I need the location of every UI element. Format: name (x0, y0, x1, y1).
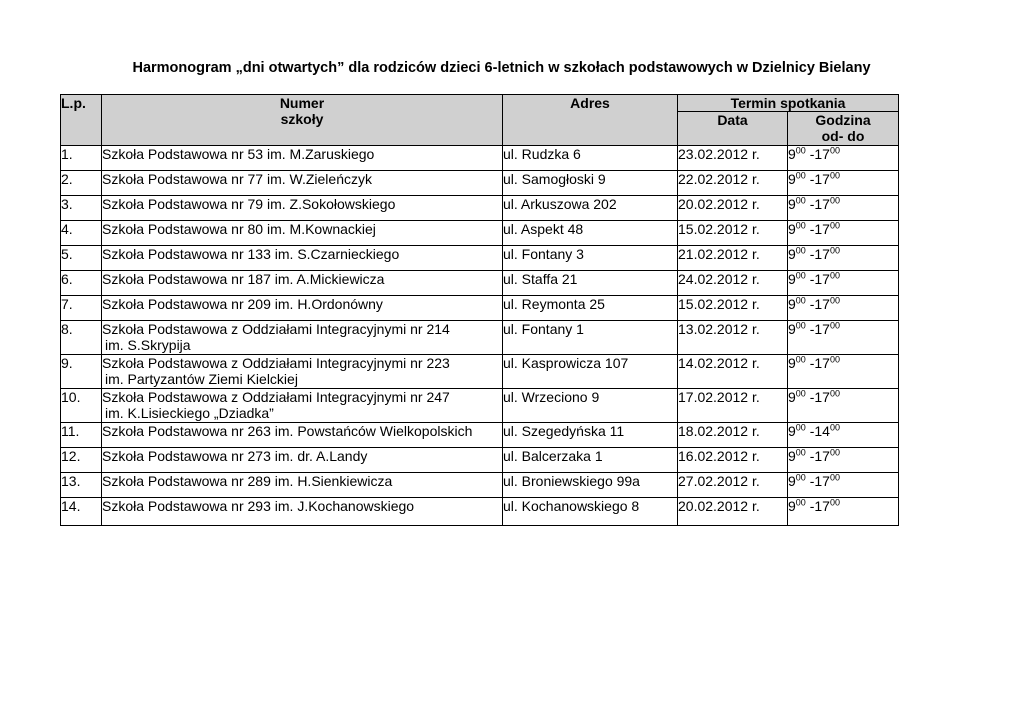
hour-to: -17 (809, 498, 830, 514)
hour-from: 9 (788, 389, 796, 405)
minute-from: 00 (795, 270, 806, 281)
minute-from: 00 (795, 422, 806, 433)
table-body (61, 146, 899, 526)
hour-from: 9 (788, 246, 796, 262)
table-row (61, 355, 899, 389)
header-address: Adres (503, 95, 678, 146)
school-name: Szkoła Podstawowa nr 187 im. A.Mickiewicza (102, 271, 385, 287)
table-row (61, 146, 899, 171)
cell-address: ul. Arkuszowa 202 (503, 196, 678, 221)
hour-to: -14 (809, 423, 830, 439)
hour-from: 9 (788, 296, 796, 312)
school-name: Szkoła Podstawowa nr 80 im. M.Kownackiej (102, 221, 376, 237)
cell-lp: 10. (61, 389, 102, 423)
minute-from: 00 (795, 145, 806, 156)
minute-from: 00 (795, 354, 806, 365)
hour-from: 9 (788, 146, 796, 162)
cell-address: ul. Fontany 3 (503, 246, 678, 271)
cell-school (102, 498, 503, 526)
minute-from: 00 (795, 295, 806, 306)
cell-lp: 7. (61, 296, 102, 321)
table-row (61, 221, 899, 246)
minute-from: 00 (795, 447, 806, 458)
cell-school (102, 448, 503, 473)
minute-to: 00 (829, 497, 840, 508)
cell-hours (788, 296, 899, 321)
school-name: Szkoła Podstawowa nr 77 im. W.Zieleńczyk (102, 171, 372, 187)
cell-lp: 3. (61, 196, 102, 221)
cell-date: 20.02.2012 r. (678, 498, 788, 526)
table-row (61, 196, 899, 221)
cell-date: 21.02.2012 r. (678, 246, 788, 271)
minute-to: 00 (829, 388, 840, 399)
table-header (61, 95, 899, 146)
minute-from: 00 (795, 472, 806, 483)
minute-to: 00 (829, 170, 840, 181)
school-name: Szkoła Podstawowa nr 293 im. J.Kochanowskiego (102, 498, 415, 514)
cell-hours (788, 146, 899, 171)
cell-hours (788, 423, 899, 448)
table-row (61, 389, 899, 423)
cell-date: 15.02.2012 r. (678, 296, 788, 321)
cell-school (102, 246, 503, 271)
hour-to: -17 (809, 221, 830, 237)
schedule-table (60, 94, 899, 526)
cell-hours (788, 473, 899, 498)
header-meeting: Termin spotkania (678, 95, 899, 112)
cell-date: 18.02.2012 r. (678, 423, 788, 448)
cell-school (102, 321, 503, 355)
header-school (102, 95, 503, 146)
cell-address: ul. Kasprowicza 107 (503, 355, 678, 389)
cell-date: 27.02.2012 r. (678, 473, 788, 498)
cell-lp: 11. (61, 423, 102, 448)
cell-lp: 6. (61, 271, 102, 296)
cell-hours (788, 355, 899, 389)
minute-from: 00 (795, 320, 806, 331)
cell-hours (788, 271, 899, 296)
cell-date: 24.02.2012 r. (678, 271, 788, 296)
hour-to: -17 (809, 389, 830, 405)
hour-to: -17 (809, 171, 830, 187)
table-row (61, 321, 899, 355)
minute-to: 00 (829, 145, 840, 156)
cell-school (102, 196, 503, 221)
minute-to: 00 (829, 320, 840, 331)
cell-school (102, 271, 503, 296)
school-name: Szkoła Podstawowa nr 273 im. dr. A.Landy (102, 448, 368, 464)
cell-hours (788, 196, 899, 221)
cell-hours (788, 321, 899, 355)
hour-from: 9 (788, 448, 796, 464)
cell-lp: 2. (61, 171, 102, 196)
minute-to: 00 (829, 220, 840, 231)
cell-address: ul. Kochanowskiego 8 (503, 498, 678, 526)
header-hours-line1: Godzina (815, 112, 871, 128)
cell-school (102, 146, 503, 171)
cell-address: ul. Szegedyńska 11 (503, 423, 678, 448)
minute-to: 00 (829, 295, 840, 306)
hour-to: -17 (809, 321, 830, 337)
cell-school (102, 423, 503, 448)
hour-from: 9 (788, 423, 796, 439)
cell-lp: 4. (61, 221, 102, 246)
school-name: Szkoła Podstawowa nr 53 im. M.Zaruskiego (102, 146, 375, 162)
cell-address: ul. Wrzeciono 9 (503, 389, 678, 423)
hour-from: 9 (788, 498, 796, 514)
minute-to: 00 (829, 354, 840, 365)
minute-to: 00 (829, 447, 840, 458)
cell-address: ul. Samogłoski 9 (503, 171, 678, 196)
cell-date: 14.02.2012 r. (678, 355, 788, 389)
hour-from: 9 (788, 321, 796, 337)
cell-school (102, 171, 503, 196)
cell-school (102, 221, 503, 246)
hour-to: -17 (809, 296, 830, 312)
hour-from: 9 (788, 221, 796, 237)
school-patron: im. S.Skrypija (105, 337, 191, 353)
cell-hours (788, 448, 899, 473)
cell-lp: 13. (61, 473, 102, 498)
cell-school (102, 355, 503, 389)
hour-from: 9 (788, 271, 796, 287)
cell-lp: 12. (61, 448, 102, 473)
cell-date: 23.02.2012 r. (678, 146, 788, 171)
school-name: Szkoła Podstawowa z Oddziałami Integracyjnymi nr 247 (102, 389, 450, 405)
cell-hours (788, 171, 899, 196)
cell-school (102, 473, 503, 498)
table-row (61, 423, 899, 448)
hour-to: -17 (809, 146, 830, 162)
table-row (61, 473, 899, 498)
header-lp: L.p. (61, 95, 102, 146)
minute-from: 00 (795, 170, 806, 181)
school-name: Szkoła Podstawowa z Oddziałami Integracyjnymi nr 223 (102, 355, 450, 371)
cell-date: 20.02.2012 r. (678, 196, 788, 221)
cell-lp: 9. (61, 355, 102, 389)
table-row (61, 448, 899, 473)
hour-to: -17 (809, 246, 830, 262)
cell-school (102, 389, 503, 423)
school-patron: im. Partyzantów Ziemi Kielckiej (105, 371, 298, 387)
hour-from: 9 (788, 196, 796, 212)
minute-to: 00 (829, 472, 840, 483)
cell-hours (788, 498, 899, 526)
school-name: Szkoła Podstawowa nr 79 im. Z.Sokołowskiego (102, 196, 396, 212)
cell-address: ul. Broniewskiego 99a (503, 473, 678, 498)
cell-date: 15.02.2012 r. (678, 221, 788, 246)
cell-hours (788, 246, 899, 271)
cell-date: 13.02.2012 r. (678, 321, 788, 355)
hour-to: -17 (809, 271, 830, 287)
header-date: Data (678, 112, 788, 146)
header-school-line1: Numer (279, 95, 325, 111)
table-row (61, 246, 899, 271)
hour-from: 9 (788, 355, 796, 371)
minute-to: 00 (829, 195, 840, 206)
hour-to: -17 (809, 196, 830, 212)
minute-from: 00 (795, 388, 806, 399)
cell-date: 17.02.2012 r. (678, 389, 788, 423)
cell-school (102, 296, 503, 321)
hour-to: -17 (809, 355, 830, 371)
school-name: Szkoła Podstawowa z Oddziałami Integracyjnymi nr 214 (102, 321, 450, 337)
table-row (61, 171, 899, 196)
hour-from: 9 (788, 473, 796, 489)
minute-from: 00 (795, 245, 806, 256)
table-row (61, 296, 899, 321)
header-school-line2: szkoły (280, 111, 324, 127)
cell-address: ul. Rudzka 6 (503, 146, 678, 171)
minute-to: 00 (829, 245, 840, 256)
cell-lp: 14. (61, 498, 102, 526)
header-hours-line2: od- do (821, 128, 865, 144)
document-title: Harmonogram „dni otwartych” dla rodziców dzieci 6-letnich w szkołach podstawowych w Dzielnicy Bielany (132, 60, 871, 76)
header-hours (788, 112, 899, 146)
cell-lp: 5. (61, 246, 102, 271)
hour-to: -17 (809, 448, 830, 464)
school-name: Szkoła Podstawowa nr 289 im. H.Sienkiewicza (102, 473, 393, 489)
cell-lp: 8. (61, 321, 102, 355)
school-name: Szkoła Podstawowa nr 133 im. S.Czarnieckiego (102, 246, 400, 262)
table-row (61, 271, 899, 296)
school-name: Szkoła Podstawowa nr 209 im. H.Ordonówny (102, 296, 383, 312)
school-patron: im. K.Lisieckiego „Dziadka” (105, 405, 274, 421)
hour-to: -17 (809, 473, 830, 489)
cell-lp: 1. (61, 146, 102, 171)
minute-from: 00 (795, 497, 806, 508)
table-row (61, 498, 899, 526)
minute-from: 00 (795, 195, 806, 206)
cell-hours (788, 389, 899, 423)
cell-address: ul. Staffa 21 (503, 271, 678, 296)
cell-address: ul. Aspekt 48 (503, 221, 678, 246)
cell-address: ul. Fontany 1 (503, 321, 678, 355)
cell-address: ul. Reymonta 25 (503, 296, 678, 321)
cell-hours (788, 221, 899, 246)
cell-address: ul. Balcerzaka 1 (503, 448, 678, 473)
minute-to: 00 (829, 422, 840, 433)
school-name: Szkoła Podstawowa nr 263 im. Powstańców Wielkopolskich (102, 423, 473, 439)
hour-from: 9 (788, 171, 796, 187)
cell-date: 16.02.2012 r. (678, 448, 788, 473)
cell-date: 22.02.2012 r. (678, 171, 788, 196)
minute-to: 00 (829, 270, 840, 281)
minute-from: 00 (795, 220, 806, 231)
